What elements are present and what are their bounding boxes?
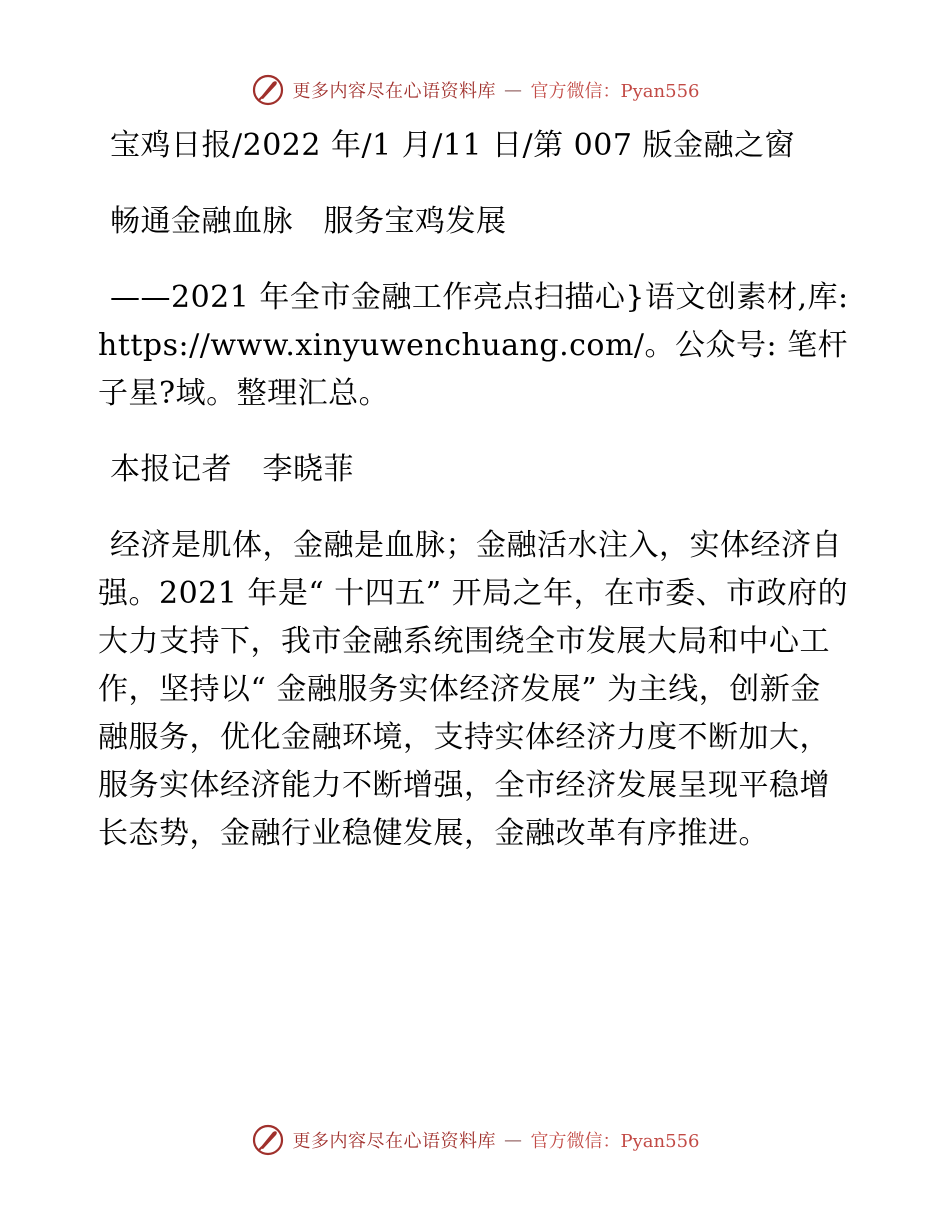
body-paragraph: 经济是肌体，金融是血脉；金融活水注入，实体经济自强。2021 年是“ 十四五” 开局之年，在市委、市政府的大力支持下，我市金融系统围绕全市发展大局和中心工作，坚持以“ 金融服务实体经济发展” 为主线，创新金融服务，优化金融环境，支持实体经济力度不断加大，服务实体经济能力不断增强，全市经济发展呈现平稳增长态势，金融行业稳健发展，金融改革有序推进。 [98,528,849,851]
banner-title: 更多内容尽在心语资料库 [292,1131,497,1152]
banner-contact: 官方微信：Pyan556 [530,1131,700,1152]
subheadline: ——2021 年全市金融工作亮点扫描心}语文创素材,库: https://www.xinyuwenchuang.com/。公众号: 笔杆子星?域。整理汇总。 [98,280,849,411]
article [98,122,850,886]
quill-logo-icon [251,1123,285,1157]
byline: 本报记者 李晓菲 [110,452,354,487]
banner-separator: — [504,79,523,101]
banner-contact: 官方微信：Pyan556 [530,81,700,102]
footer-banner [0,1120,950,1160]
banner-separator: — [504,1129,523,1151]
quill-logo-icon [251,73,285,107]
headline: 畅通金融血脉 服务宝鸡发展 [110,204,507,239]
source-line: 宝鸡日报/2022 年/1 月/11 日/第 007 版金融之窗 [110,128,795,163]
header-banner [0,70,950,110]
banner-title: 更多内容尽在心语资料库 [292,81,497,102]
